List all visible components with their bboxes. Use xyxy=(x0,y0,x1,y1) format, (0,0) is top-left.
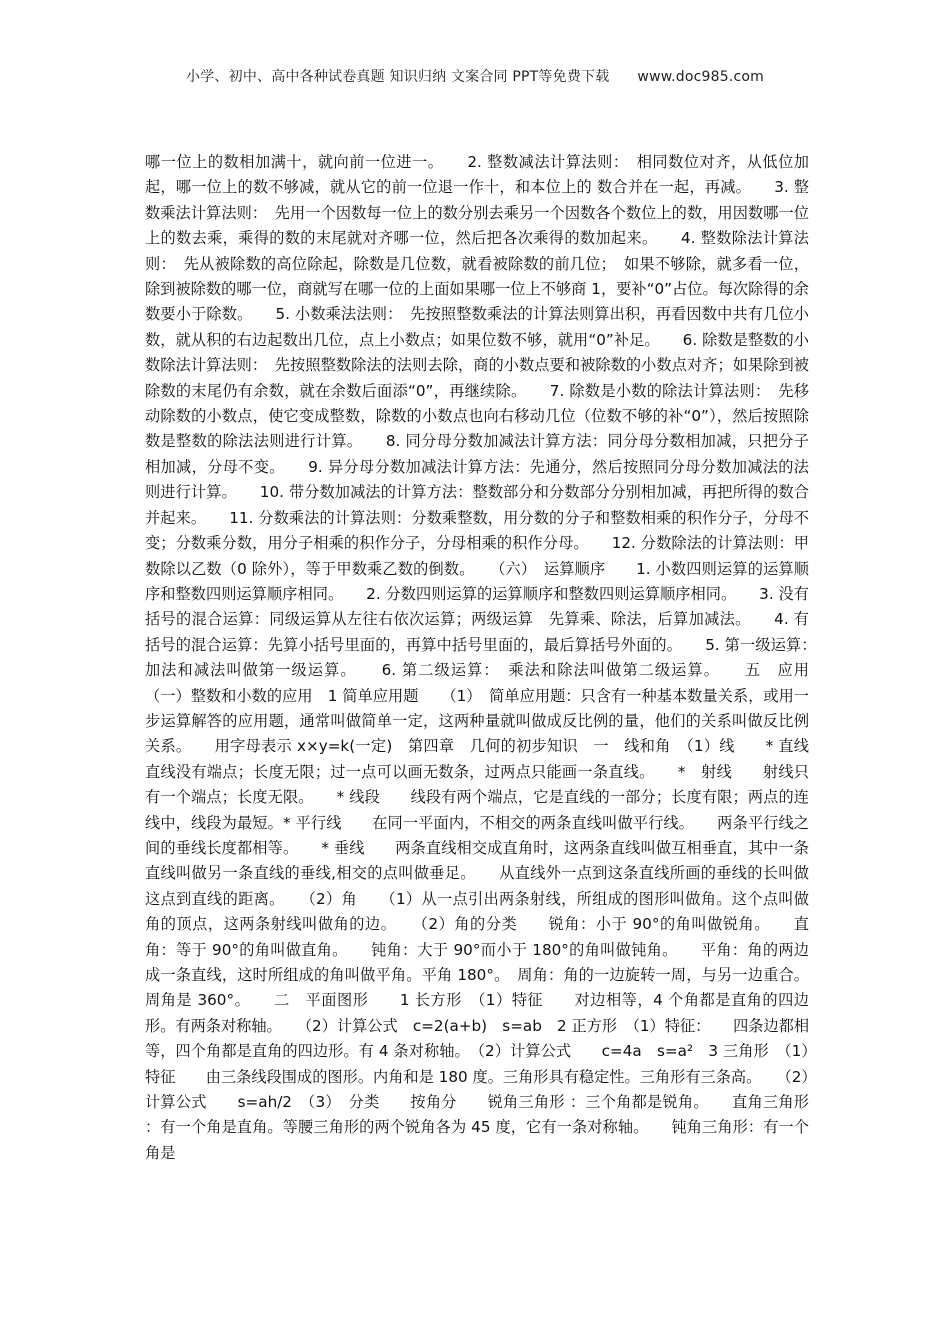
header-text: 小学、初中、高中各种试卷真题 知识归纳 文案合同 PPT等免费下载 xyxy=(186,69,610,85)
page-header xyxy=(0,66,950,86)
body-paragraph: 哪一位上的数相加满十，就向前一位进一。 2. 整数减法计算法则： 相同数位对齐，从低位加起，哪一位上的数不够减，就从它的前一位退一作十，和本位上的 数合并在一起，再减。 3. 整数乘法计算法则： 先用一个因数每一位上的数分别去乘另一个因数各个数位上的数，用因数哪一位上的数去乘，乘得的数的末尾就对齐哪一位，然后把各次乘得的数加起来。 4. 整数除法计算法则： 先从被除数的高位除起，除数是几位数，就看被除数的前几位； 如果不够除，就多看一位，除到被除数的哪一位，商就写在哪一位的上面如果哪一位上不够商 1，要补“0”占位。每次除得的余数要小于除数。 5. 小数乘法法则： 先按照整数乘法的计算法则算出积，再看因数中共有几位小数，就从积的右边起数出几位，点上小数点；如果位数不够，就用“0”补足。 6. 除数是整数的小数除法计算法则： 先按照整数除法的法则去除，商的小数点要和被除数的小数点对齐；如果除到被除数的末尾仍有余数，就在余数后面添“0”，再继续除。 7. 除数是小数的除法计算法则： 先移动除数的小数点，使它变成整数，除数的小数点也向右移动几位（位数不够的补“0”），然后按照除数是整数的除法法则进行计算。 8. 同分母分数加减法计算方法：同分母分数相加减，只把分子相加减，分母不变。 9. 异分母分数加减法计算方法：先通分，然后按照同分母分数加减法的法则进行计算。 10. 带分数加减法的计算方法：整数部分和分数部分分别相加减，再把所得的数合并起来。 11. 分数乘法的计算法则：分数乘整数，用分数的分子和整数相乘的积作分子，分母不变；分数乘分数，用分子相乘的积作分子，分母相乘的积作分母。 12. 分数除法的计算法则：甲数除以乙数（0 除外），等于甲数乘乙数的倒数。 （六） 运算顺序 1. 小数四则运算的运算顺序和整数四则运算顺序相同。 2. 分数四则运算的运算顺序和整数四则运算顺序相同。 3. 没有括号的混合运算：同级运算从左往右依次运算；两级运算 先算乘、除法，后算加减法。 4. 有括号的混合运算：先算小括号里面的，再算中括号里面的，最后算括号外面的。 5. 第一级运算： 加法和减法叫做第一级运算。 6. 第二级运算： 乘法和除法叫做第二级运算。 五 应用 （一）整数和小数的应用 1 简单应用题 （1） 简单应用题：只含有一种基本数量关系，或用一步运算解答的应用题，通常叫做简单一定，这两种量就叫做成反比例的量，他们的关系叫做反比例关系。 用字母表示 x×y=k(一定) 第四章 几何的初步知识 一 线和角 （1）线 * 直线 直线没有端点；长度无限；过一点可以画无数条，过两点只能画一条直线。 * 射线 射线只有一个端点；长度无限。 * 线段 线段有两个端点，它是直线的一部分；长度有限；两点的连线中，线段为最短。* 平行线 在同一平面内，不相交的两条直线叫做平行线。 两条平行线之间的垂线长度都相等。 * 垂线 两条直线相交成直角时，这两条直线叫做互相垂直，其中一条直线叫做另一条直线的垂线,相交的点叫做垂足。 从直线外一点到这条直线所画的垂线的长叫做这点到直线的距离。 （2）角 （1）从一点引出两条射线，所组成的图形叫做角。这个点叫做角的顶点，这两条射线叫做角的边。 （2）角的分类 锐角：小于 90°的角叫做锐角。 直角：等于 90°的角叫做直角。 钝角：大于 90°而小于 180°的角叫做钝角。 平角：角的两边成一条直线，这时所组成的角叫做平角。平角 180°。 周角：角的一边旋转一周，与另一边重合。周角是 360°。 二 平面图形 1 长方形 （1）特征 对边相等，4 个角都是直角的四边形。有两条对称轴。 （2）计算公式 c=2(a+b) s=ab 2 正方形 （1）特征： 四条边都相等，四个角都是直角的四边形。有 4 条对称轴。 （2）计算公式 c=4a s=a² 3 三角形 （1）特征 由三条线段围成的图形。内角和是 180 度。三角形具有稳定性。三角形有三条高。 （2）计算公式 s=ah/2 （3） 分类 按角分 锐角三角形 ：三个角都是锐角。 直角三角形 ：有一个角是直角。等腰三角形的两个锐角各为 45 度，它有一条对称轴。 钝角三角形：有一个角是 xyxy=(145,153,840,1162)
header-site-link[interactable]: www.doc985.com xyxy=(637,69,764,85)
document-body xyxy=(145,150,840,1166)
